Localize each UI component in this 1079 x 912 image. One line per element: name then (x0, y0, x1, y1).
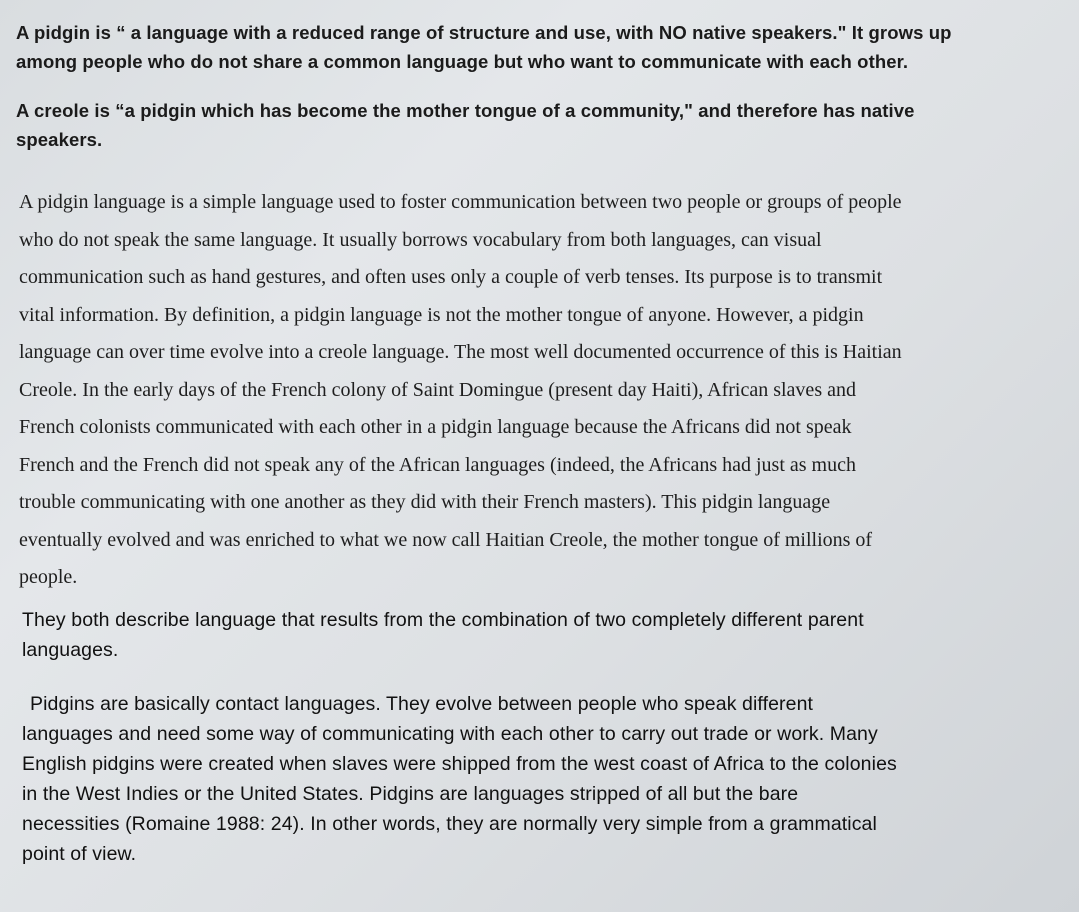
text-line: A creole is “a pidgin which has become the mother tongue of a community," and therefore has native (16, 100, 915, 121)
text-line: communication such as hand gestures, and often uses only a couple of verb tenses. Its purpose is to transmit (19, 266, 883, 288)
text-line: necessities (Romaine 1988: 24). In other words, they are normally very simple from a grammatical (22, 812, 877, 835)
text-line: who do not speak the same language. It usually borrows vocabulary from both languages, can visual (19, 228, 822, 251)
text-line: They both describe language that results from the combination of two completely different parent (22, 608, 864, 631)
paragraph-pidgin-explanation (16, 184, 1049, 597)
text-line: speakers. (16, 129, 103, 150)
text-line: languages and need some way of communicating with each other to carry out trade or work. Many (22, 722, 878, 745)
text-line: point of view. (22, 842, 137, 865)
text-line: French colonists communicated with each other in a pidgin language because the Africans did not speak (19, 416, 852, 438)
text-line: trouble communicating with one another as they did with their French masters). This pidgin language (19, 491, 831, 513)
text-line: in the West Indies or the United States. Pidgins are languages stripped of all but the bare (22, 782, 799, 805)
text-line: Creole. In the early days of the French colony of Saint Domingue (present day Haiti), African slaves and (19, 378, 856, 401)
text-line: eventually evolved and was enriched to what we now call Haitian Creole, the mother tongue of millions of (19, 528, 873, 551)
paragraph-creole-definition (16, 96, 1049, 154)
text-line: people. (19, 566, 78, 588)
text-line: language can over time evolve into a creole language. The most well documented occurrence of this is Haitian (19, 341, 902, 363)
text-line: Pidgins are basically contact languages. They evolve between people who speak different (30, 692, 814, 715)
text-line: languages. (22, 638, 119, 661)
text-line: French and the French did not speak any of the African languages (indeed, the Africans had just as much (19, 453, 856, 476)
text-line: A pidgin is “ a language with a reduced range of structure and use, with NO native speakers." It grows up (16, 22, 952, 43)
text-line: English pidgins were created when slaves were shipped from the west coast of Africa to the colonies (22, 752, 897, 775)
paragraph-pidgin-definition (16, 18, 1049, 76)
text-line: among people who do not share a common language but who want to communicate with each other. (16, 51, 909, 72)
text-line: vital information. By definition, a pidgin language is not the mother tongue of anyone. However, a pidgin (19, 303, 864, 326)
paragraph-both-describe (16, 605, 1049, 665)
paragraph-contact-languages (16, 689, 1049, 869)
text-line: A pidgin language is a simple language used to foster communication between two people or groups of people (19, 191, 902, 213)
